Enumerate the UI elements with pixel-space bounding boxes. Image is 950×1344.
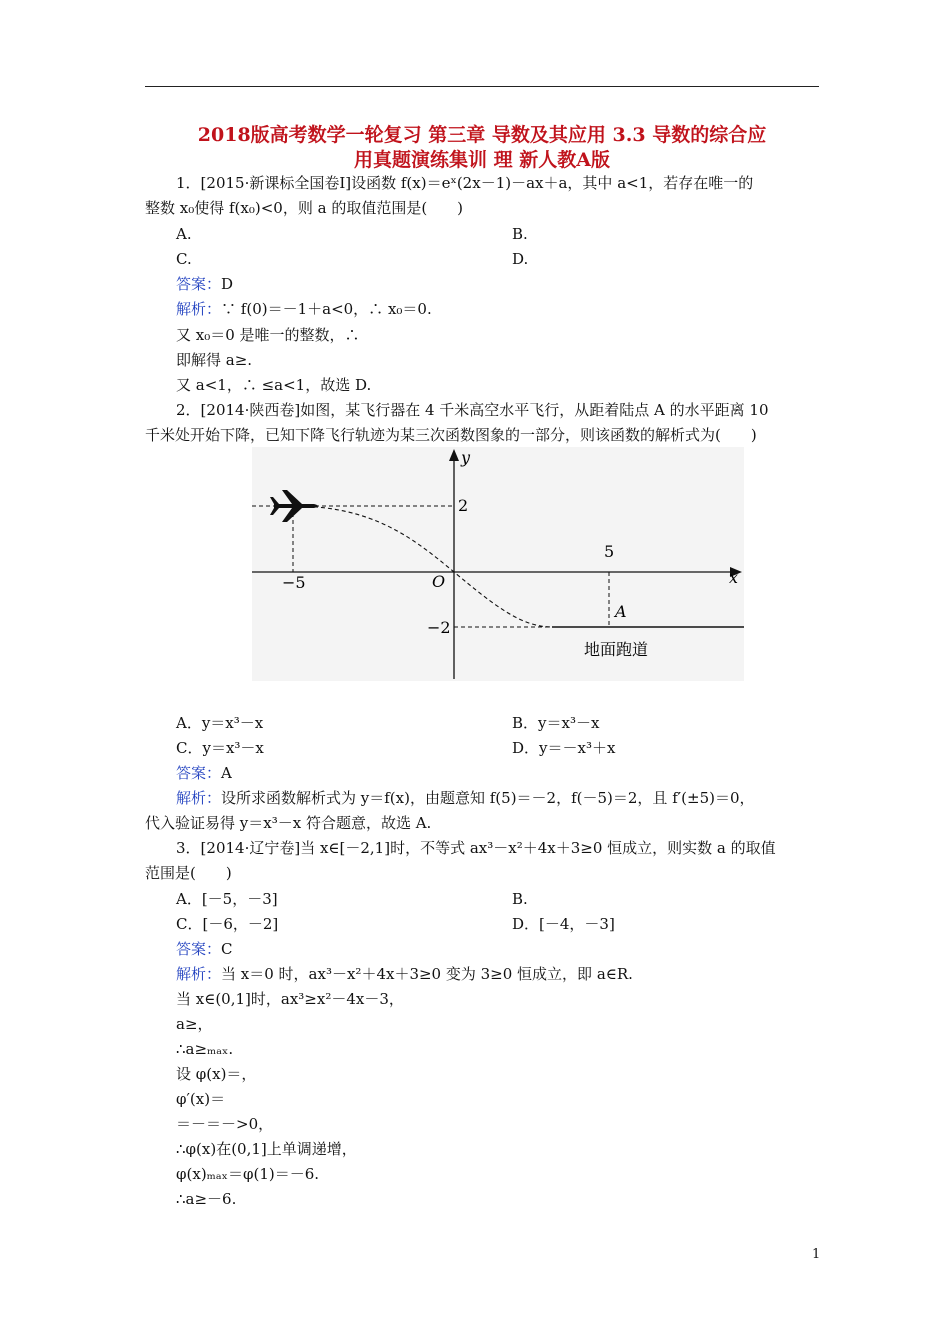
q2-option-d: D．y＝－x³＋x <box>512 739 616 757</box>
q1-analysis-line: 又 x₀＝0 是唯一的整数，∴ <box>176 326 360 344</box>
title-line-2: 用真题演练集训 理 新人教A版 <box>354 149 610 171</box>
header-rule <box>145 86 819 87</box>
q2-option-c: C．y＝x³－x <box>176 739 264 757</box>
q1-stem-line-2: 整数 x₀使得 f(x₀)<0，则 a 的取值范围是( ) <box>145 199 464 217</box>
q2-analysis <box>176 788 755 808</box>
tick-y-2: 2 <box>458 496 469 515</box>
q1-analysis-line: 即解得 a≥. <box>176 351 253 369</box>
document-title <box>130 123 834 173</box>
tick-x-neg5: −5 <box>282 573 306 592</box>
q3-stem-line-1: 3．[2014·辽宁卷]当 x∈[－2,1]时，不等式 ax³－x²＋4x＋3≥0 恒成立，则实数 a 的取值 <box>176 839 776 857</box>
q3-analysis-line: ∴a≥ₘₐₓ. <box>176 1040 234 1058</box>
q1-option-d: D. <box>512 250 529 268</box>
answer-label: 答案： <box>176 275 222 293</box>
analysis-text: ∵ f(0)＝－1＋a<0，∴ x₀＝0. <box>221 300 432 318</box>
q3-analysis-line: φ′(x)＝ <box>176 1090 226 1108</box>
analysis-label: 解析： <box>176 789 222 807</box>
answer-label: 答案： <box>176 940 222 958</box>
q1-stem-line-1: 1．[2015·新课标全国卷Ⅰ]设函数 f(x)＝eˣ(2x－1)－ax＋a，其中 a<1，若存在唯一的 <box>176 174 754 192</box>
analysis-text: 设所求函数解析式为 y＝f(x)，由题意知 f(5)＝－2，f(－5)＝2，且 f′(±5)＝0， <box>221 789 755 807</box>
q2-stem-line-2: 千米处开始下降，已知下降飞行轨迹为某三次函数图象的一部分，则该函数的解析式为( ) <box>145 426 757 444</box>
flight-path-figure <box>252 447 744 681</box>
q3-answer <box>176 939 233 959</box>
point-a-label: A <box>615 602 627 621</box>
page-number: 1 <box>812 1247 821 1262</box>
q1-option-b: B. <box>512 225 528 243</box>
q2-option-a: A．y＝x³－x <box>176 714 264 732</box>
q1-option-a: A. <box>176 225 192 243</box>
q2-stem-line-1: 2．[2014·陕西卷]如图，某飞行器在 4 千米高空水平飞行，从距着陆点 A 的水平距离 10 <box>176 401 769 419</box>
q3-analysis-line: 当 x∈(0,1]时，ax³≥x²－4x－3， <box>176 990 404 1008</box>
q3-analysis <box>176 964 633 984</box>
q3-analysis-line: 设 φ(x)＝， <box>176 1065 257 1083</box>
q1-option-c: C. <box>176 250 192 268</box>
analysis-label: 解析： <box>176 965 222 983</box>
q3-analysis-line: φ(x)ₘₐₓ＝φ(1)＝－6. <box>176 1165 320 1183</box>
q3-analysis-line: ∴a≥－6. <box>176 1190 237 1208</box>
runway-label: 地面跑道 <box>584 640 649 659</box>
q2-option-b: B．y＝x³－x <box>512 714 600 732</box>
q1-analysis-line: 又 a<1，∴ ≤a<1，故选 D. <box>176 376 372 394</box>
analysis-text: 当 x＝0 时，ax³－x²＋4x＋3≥0 变为 3≥0 恒成立，即 a∈R. <box>221 965 633 983</box>
q1-answer <box>176 274 233 294</box>
x-axis-label: x <box>729 568 739 587</box>
tick-x-5: 5 <box>604 542 615 561</box>
tick-y-neg2: −2 <box>427 618 451 637</box>
answer-value: C <box>221 940 233 958</box>
q3-option-d: D．[－4，－3] <box>512 915 615 933</box>
q3-option-c: C．[－6，－2] <box>176 915 279 933</box>
answer-label: 答案： <box>176 764 222 782</box>
q3-stem-line-2: 范围是( ) <box>145 864 232 882</box>
analysis-label: 解析： <box>176 300 222 318</box>
title-line-1: 2018版高考数学一轮复习 第三章 导数及其应用 3.3 导数的综合应 <box>197 124 767 146</box>
q3-analysis-line: ＝－＝－>0， <box>176 1115 274 1133</box>
origin-label: O <box>432 572 446 591</box>
q3-analysis-line: a≥， <box>176 1015 213 1033</box>
q1-analysis <box>176 299 432 319</box>
answer-value: D <box>221 275 234 293</box>
q2-answer <box>176 763 232 783</box>
y-axis-label: y <box>461 448 471 467</box>
q3-option-a: A．[－5，－3] <box>176 890 278 908</box>
q3-option-b: B. <box>512 890 528 908</box>
answer-value: A <box>221 764 232 782</box>
figure-background <box>252 447 744 681</box>
q2-analysis-line-2: 代入验证易得 y＝x³－x 符合题意，故选 A. <box>145 814 432 832</box>
q3-analysis-line: ∴φ(x)在(0,1]上单调递增， <box>176 1140 357 1158</box>
